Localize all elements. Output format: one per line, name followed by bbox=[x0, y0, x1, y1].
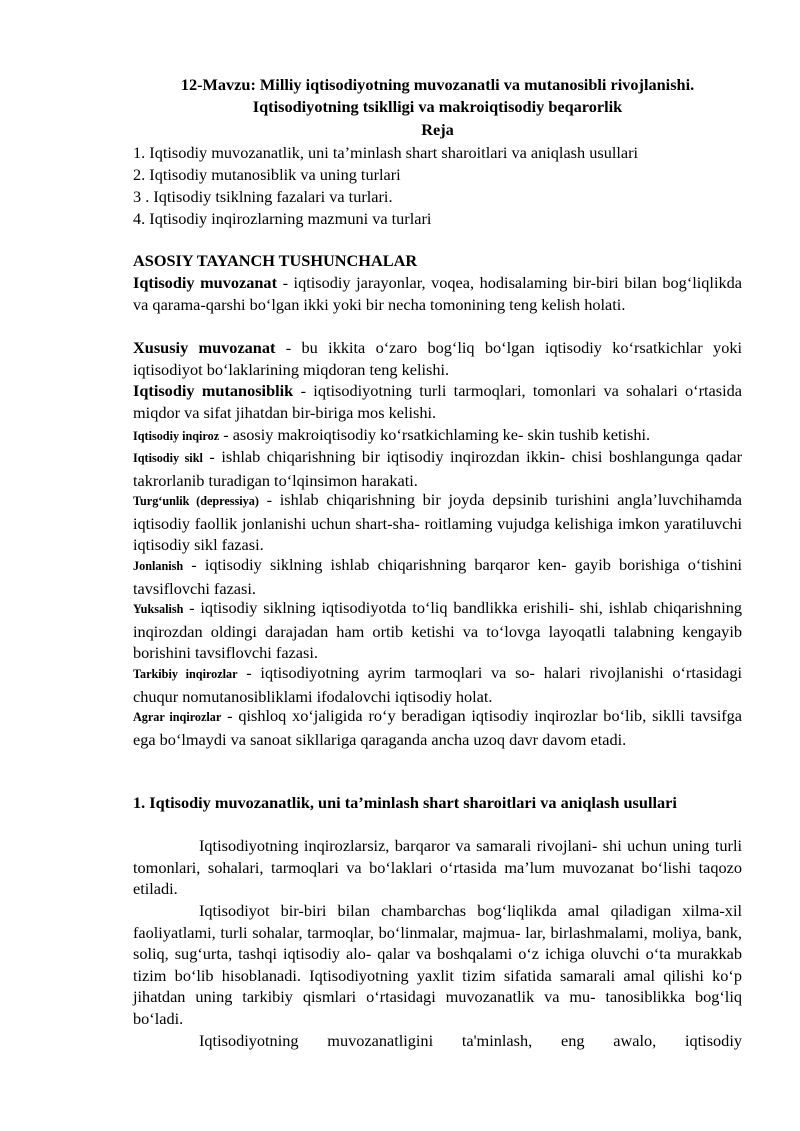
concept-definition bbox=[133, 337, 742, 380]
concept-term: Tarkibiy inqirozlar bbox=[133, 667, 238, 681]
concept-text: - iqtisodiyotning ayrim tarmoqlari va so- halari rivojlanishi o‘rtasidagi chuqur nomutanosibliklami ifodalovchi iqtisodiy holat. bbox=[133, 663, 742, 706]
concept-text: - bu ikkita o‘zaro bog‘liq bo‘lgan iqtisodiy ko‘rsatkichlar yoki iqtisodiyot bo‘laklarining miqdoran teng kelishi. bbox=[133, 338, 742, 379]
concept-text: - iqtisodiyotning turli tarmoqlari, tomonlari va sohalari o‘rtasida miqdor va sifat jihatdan bir-biriga mos kelishi. bbox=[133, 381, 742, 422]
concept-text: - ishlab chiqarishning bir iqtisodiy inqirozdan ikkin- chisi boshlangunga qadar takrorlanib turadigan to‘lqinsimon harakati. bbox=[133, 447, 742, 490]
section-heading: 1. Iqtisodiy muvozanatlik, uni ta’minlash shart sharoitlari va aniqlash usullari bbox=[133, 793, 677, 812]
concept-text: - iqtisodiy jarayonlar, voqea, hodisalaming bir-biri bilan bog‘liqlikda va qarama-qarshi bo‘lgan ikki yoki bir necha tomonining teng kelish holati. bbox=[133, 273, 742, 314]
plan-item: 1. Iqtisodiy muvozanatlik, uni ta’minlash shart sharoitlari va aniqlash usullari bbox=[133, 143, 639, 162]
document-title-line1: 12-Mavzu: Milliy iqtisodiyotning muvozanatli va mutanosibli rivojlanishi. bbox=[180, 75, 695, 94]
concept-definition bbox=[133, 597, 742, 664]
body-paragraph: Iqtisodiyot bir-biri bilan chambarchas bog‘liqlikda amal qiladigan xilma-xil faoliyatlami, turli sohalar, tarmoqlar, bo‘linmalar, majmua- lar, birlashmalami, moliya, bank, soliq, sug‘urta, tashqi iqtisodiy alo- qalar va boshqalami o‘z ichiga oluvchi o‘ta murakkab tizim bo‘lib hisoblanadi. Iqtisodiyotning yaxlit tizim sifatida samarali amal qilishi ko‘p jihatdan uning tarkibiy qismlari o‘rtasidagi muvozanatlik va mu- tanosiblikka bog‘liq bo‘ladi. bbox=[133, 901, 742, 1028]
concept-term: Iqtisodiy sikl bbox=[133, 451, 203, 465]
concept-definition bbox=[133, 380, 742, 423]
plan-item: 4. Iqtisodiy inqirozlarning mazmuni va turlari bbox=[133, 209, 432, 228]
concept-definition bbox=[133, 554, 742, 599]
concept-term: Jonlanish bbox=[133, 559, 184, 573]
concept-term: Iqtisodiy mutanosiblik bbox=[133, 381, 294, 400]
plan-item: 3 . Iqtisodiy tsiklning fazalari va turlari. bbox=[133, 187, 393, 206]
concept-term: Turg‘unlik (depressiya) bbox=[133, 494, 259, 508]
concept-term: Agrar inqirozlar bbox=[133, 710, 222, 724]
plan-item: 2. Iqtisodiy mutanosiblik va uning turlari bbox=[133, 165, 401, 184]
concepts-heading: ASOSIY TAYANCH TUSHUNCHALAR bbox=[133, 251, 418, 270]
concept-text: - asosiy makroiqtisodiy ko‘rsatkichlaming ke- skin tushib ketishi. bbox=[219, 425, 651, 444]
concept-text: - iqtisodiy siklning iqtisodiyotda to‘liq bandlikka erishili- shi, ishlab chiqarishning inqirozdan oldingi darajadan ham ortib ketishi va to‘lovga layoqatli talabning kengayib borishini tavsiflovchi fazasi. bbox=[133, 598, 742, 663]
plan-heading: Reja bbox=[421, 120, 454, 139]
concept-text: - iqtisodiy siklning ishlab chiqarishning barqaror ken- gayib borishiga o‘tishini tavsiflovchi fazasi. bbox=[133, 555, 742, 598]
concept-term: Iqtisodiy inqiroz bbox=[133, 429, 220, 443]
concept-definition bbox=[133, 705, 742, 750]
concept-term: Yuksalish bbox=[133, 602, 184, 616]
body-paragraph: Iqtisodiyotning muvozanatligini ta'minlash, eng awalo, iqtisodiy bbox=[199, 1031, 742, 1050]
concept-definition bbox=[133, 446, 742, 491]
concept-definition bbox=[133, 489, 742, 556]
concept-definition bbox=[133, 272, 742, 315]
concept-definition bbox=[133, 424, 742, 448]
concept-text: - qishloq xo‘jaligida ro‘y beradigan iqtisodiy inqirozlar bo‘lib, siklli tavsifga ega bo‘lmaydi va sanoat sikllariga qaraganda ancha uzoq davr davom etadi. bbox=[133, 706, 743, 749]
document-title-line2: Iqtisodiyotning tsiklligi va makroiqtisodiy beqarorlik bbox=[252, 97, 623, 116]
concept-term: Iqtisodiy muvozanat bbox=[133, 273, 277, 292]
body-paragraph: Iqtisodiyotning inqirozlarsiz, barqaror va samarali rivojlani- shi uchun uning turli tomonlari, sohalari, tarmoqlari va bo‘laklari o‘rtasida ma’lum muvozanat bo‘lishi taqozo etiladi. bbox=[133, 836, 742, 899]
concept-term: Xususiy muvozanat bbox=[133, 338, 276, 357]
concept-text: - ishlab chiqarishning bir joyda depsinib turishini angla’luvchihamda iqtisodiy faollik jonlanishi uchun shart-sha- roitlaming vujudga kelishiga imkon yaratiluvchi iqtisodiy sikl fazasi. bbox=[133, 490, 742, 555]
concept-definition bbox=[133, 662, 742, 707]
